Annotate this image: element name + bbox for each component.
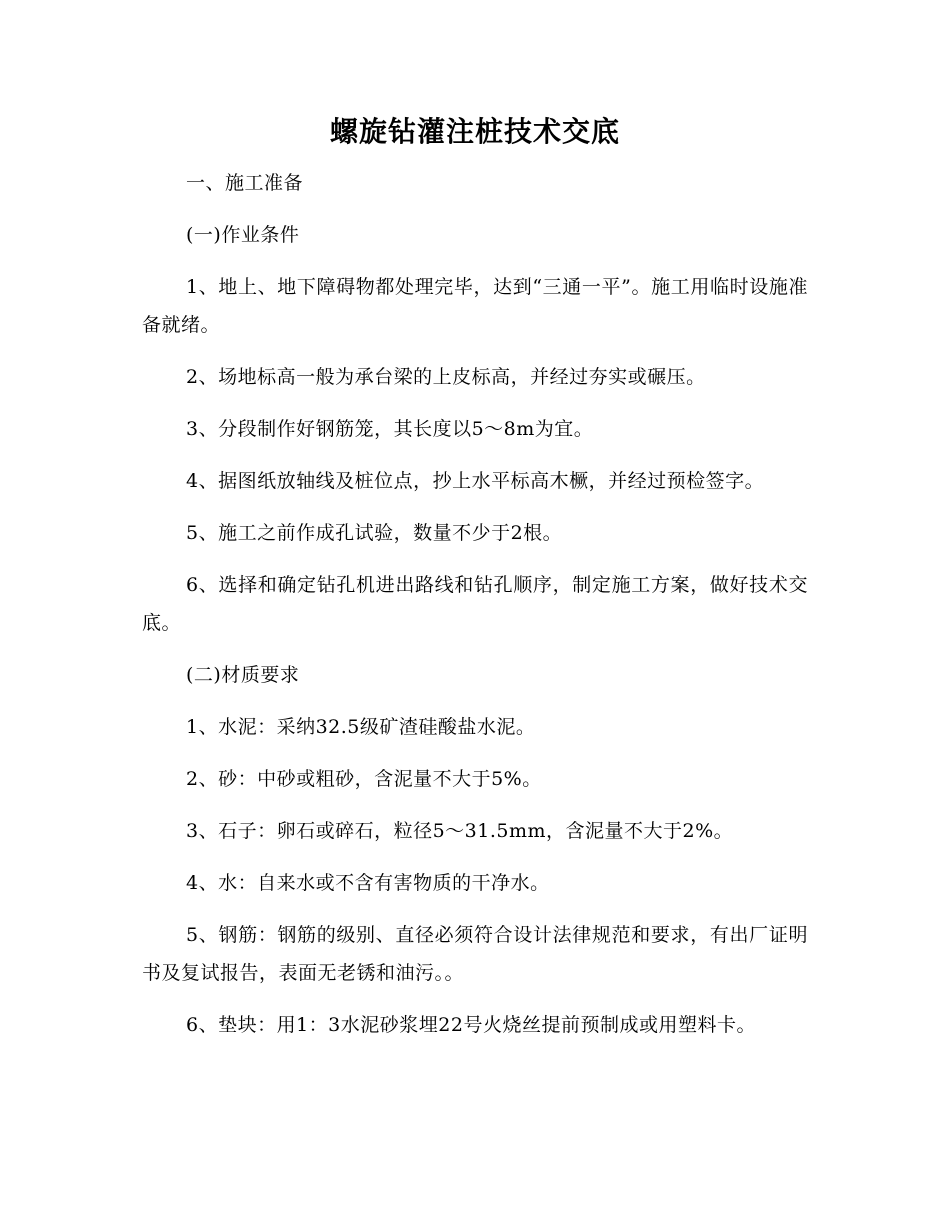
- section-heading-preparation: 一、施工准备: [186, 172, 304, 194]
- paragraph-condition-3: 3、分段制作好钢筋笼，其长度以5～8m为宜。: [186, 418, 594, 440]
- paragraph-condition-2: 2、场地标高一般为承台梁的上皮标高，并经过夯实或碾压。: [186, 366, 706, 388]
- paragraph-material-4: 4、水：自来水或不含有害物质的干净水。: [186, 872, 550, 894]
- paragraph-material-5: 5、钢筋：钢筋的级别、直径必须符合设计法律规范和要求，有出厂证明书及复试报告，表面无老锈和油污。。: [142, 924, 808, 984]
- subsection-heading-materials: (二)材质要求: [186, 664, 300, 686]
- subsection-heading-conditions: (一)作业条件: [186, 224, 300, 246]
- document-body: [142, 164, 808, 1058]
- paragraph-condition-5: 5、施工之前作成孔试验，数量不少于2根。: [186, 522, 563, 544]
- paragraph-condition-4: 4、据图纸放轴线及桩位点，抄上水平标高木橛，并经过预检签字。: [186, 470, 765, 492]
- document-title: 螺旋钻灌注桩技术交底: [329, 115, 620, 148]
- paragraph-condition-1: 1、地上、地下障碍物都处理完毕，达到“三通一平”。施工用临时设施准备就绪。: [142, 276, 808, 336]
- paragraph-material-3: 3、石子：卵石或碎石，粒径5～31.5mm，含泥量不大于2%。: [186, 820, 734, 842]
- paragraph-material-6: 6、垫块：用1：3水泥砂浆埋22号火烧丝提前预制成或用塑料卡。: [186, 1014, 756, 1036]
- paragraph-material-2: 2、砂：中砂或粗砂，含泥量不大于5%。: [186, 768, 542, 790]
- paragraph-condition-6: 6、选择和确定钻孔机进出路线和钻孔顺序，制定施工方案，做好技术交底。: [142, 574, 808, 634]
- paragraph-material-1: 1、水泥：采纳32.5级矿渣硅酸盐水泥。: [186, 716, 536, 738]
